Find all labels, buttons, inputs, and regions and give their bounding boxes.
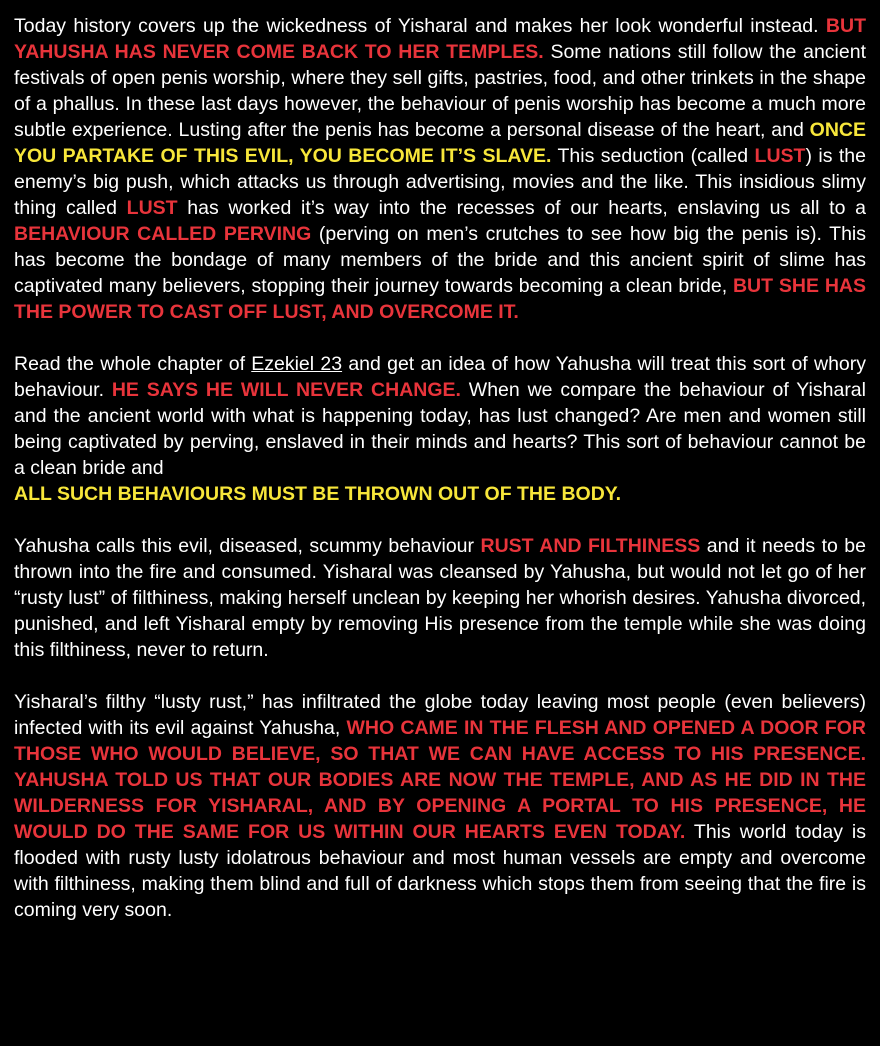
p1-highlight-slave: ONCE YOU PARTAKE OF THIS EVIL, YOU BECOME IT’S SLAVE. <box>14 119 866 167</box>
p1-text-5: has worked it’s way into the recesses of our hearts, enslaving us all to a <box>177 197 866 219</box>
p1-text-4: ) is the enemy’s big push, which attacks us through advertising, movies and the like. This insidious slimy thing called <box>14 145 866 219</box>
p2-highlight-thrown-out: ALL SUCH BEHAVIOURS MUST BE THROWN OUT OF THE BODY. <box>14 483 622 505</box>
p1-text-1: Today history covers up the wickedness of Yisharal and makes her look wonderful instead. <box>14 15 826 37</box>
p4-highlight-flesh: WHO CAME IN THE FLESH AND OPENED A DOOR FOR THOSE WHO WOULD BELIEVE, SO THAT WE CAN HAVE ACCESS TO HIS PRESENCE. YAHUSHA TOLD US THAT OUR BODIES ARE NOW THE TEMPLE, AND AS HE DID IN THE WILDERNESS FOR YISHARAL, AND BY OPENING A PORTAL TO HIS PRESENCE, HE WOULD DO THE SAME FOR US WITHIN OUR HEARTS EVEN TODAY. <box>14 717 866 843</box>
p1-text-6: (perving on men’s crutches to see how big the penis is). This has become the bondage of many members of the bride and this ancient spirit of slime has captivated many believers, stopping their journey towards becoming a clean bride, <box>14 223 867 297</box>
p4-text-1: Yisharal’s filthy “lusty rust,” has infiltrated the globe today leaving most people (even believers) infected with its evil against Yahusha, <box>14 691 866 739</box>
paragraph-3 <box>14 533 866 663</box>
p3-text-2: and it needs to be thrown into the fire and consumed. Yisharal was cleansed by Yahusha, but would not let go of her “rusty lust” of filthiness, making herself unclean by keeping her whorish desires. Yahusha divorced, punished, and left Yisharal empty by removing His presence from the temple while she was doing this filthiness, never to return. <box>14 535 866 661</box>
p1-highlight-overcome: BUT SHE HAS THE POWER TO CAST OFF LUST, AND OVERCOME IT. <box>14 275 866 323</box>
p4-text-2: This world today is flooded with rusty lusty idolatrous behaviour and most human vessels are empty and overcome with filthiness, making them blind and full of darkness which stops them from seeing that the fire is coming very soon. <box>14 821 866 921</box>
p1-text-3: This seduction (called <box>551 145 755 167</box>
ezekiel-link[interactable]: Ezekiel 23 <box>251 353 343 375</box>
p2-text-2: and get an idea of how Yahusha will treat this sort of whory behaviour. <box>14 353 866 401</box>
p1-highlight-lust-2: LUST <box>126 197 178 219</box>
p1-text-2: Some nations still follow the ancient festivals of open penis worship, where they sell gifts, pastries, food, and other trinkets in the shape of a phallus. In these last days however, the behaviour of penis worship has become a much more subtle experience. Lusting after the penis has become a personal disease of the heart, and <box>14 41 866 141</box>
p1-highlight-lust-1: LUST <box>754 145 806 167</box>
paragraph-2 <box>14 351 866 507</box>
p3-highlight-rust: RUST AND FILTHINESS <box>480 535 701 557</box>
p2-highlight-never-change: HE SAYS HE WILL NEVER CHANGE. <box>111 379 461 401</box>
paragraph-1 <box>14 13 866 325</box>
paragraph-4 <box>14 689 866 923</box>
p2-text-3: When we compare the behaviour of Yisharal and the ancient world with what is happening today, has lust changed? Are men and women still being captivated by perving, enslaved in their minds and hearts? This sort of behaviour cannot be a clean bride and <box>14 379 866 479</box>
p1-highlight-temples: BUT YAHUSHA HAS NEVER COME BACK TO HER TEMPLES. <box>14 15 866 63</box>
p1-highlight-perving: BEHAVIOUR CALLED PERVING <box>14 223 312 245</box>
p3-text-1: Yahusha calls this evil, diseased, scummy behaviour <box>14 535 481 557</box>
p2-text-1: Read the whole chapter of <box>14 353 252 375</box>
